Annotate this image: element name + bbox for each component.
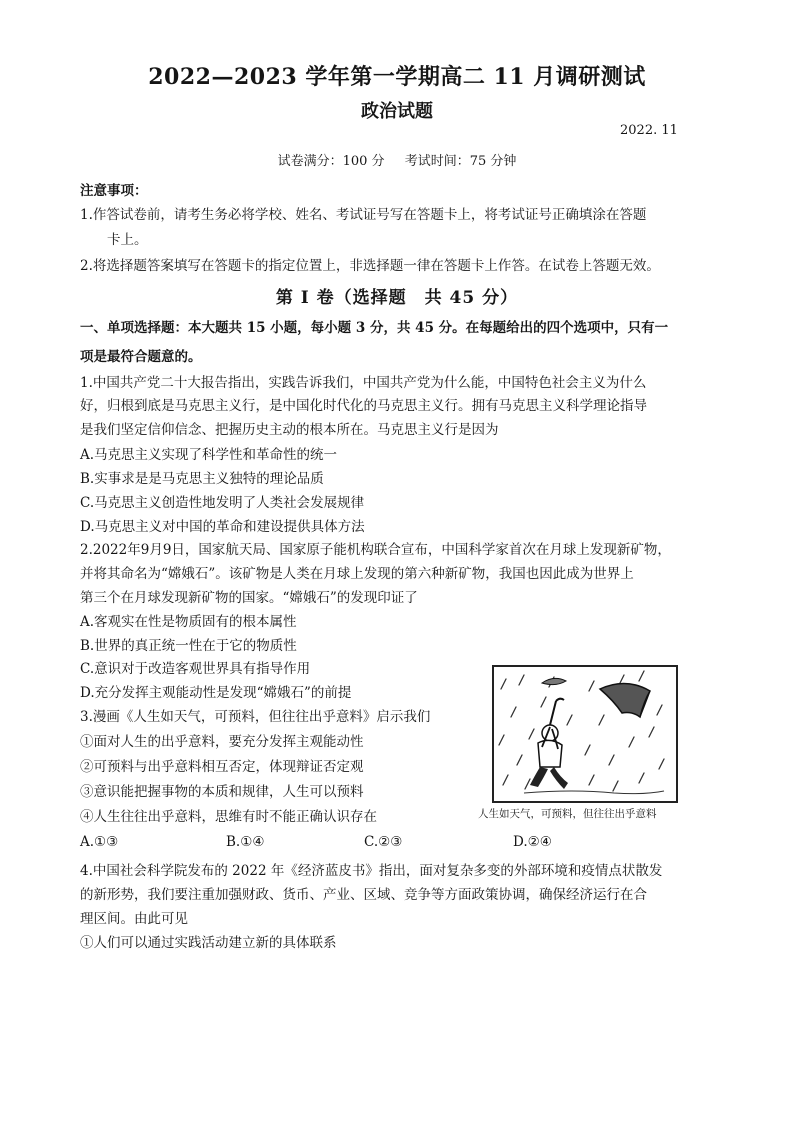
notice-item-1: 1.作答试卷前，请考生务必将学校、姓名、考试证号写在答题卡上，将考试证号正确填涂在答题 — [80, 207, 647, 223]
question-4-line-2: 的新形势，我们要注重加强财政、货币、产业、区域、竞争等方面政策协调，确保经济运行在合 — [80, 887, 647, 903]
exam-date: 2022. 11 — [620, 123, 678, 138]
question-1-option-a: A.马克思主义实现了科学性和革命性的统一 — [80, 447, 338, 463]
question-2-line-2: 并将其命名为“嫦娥石”。该矿物是人类在月球上发现的第六种新矿物，我国也因此成为世界上 — [80, 566, 634, 582]
question-1-line-1: 1.中国共产党二十大报告指出，实践告诉我们，中国共产党为什么能，中国特色社会主义为什么 — [80, 375, 647, 391]
question-4-line-1: 4.中国社会科学院发布的 2022 年《经济蓝皮书》指出，面对复杂多变的外部环境和疫情点状散发 — [80, 863, 663, 879]
question-3-option-d: D.②④ — [513, 834, 552, 850]
question-4-statement-1: ①人们可以通过实践活动建立新的具体联系 — [80, 935, 337, 951]
question-3-statement-1: ①面对人生的出乎意料，要充分发挥主观能动性 — [80, 734, 364, 750]
question-1-option-c: C.马克思主义创造性地发明了人类社会发展规律 — [80, 495, 365, 511]
question-1-option-d: D.马克思主义对中国的革命和建设提供具体方法 — [80, 519, 365, 535]
question-4-line-3: 理区间。由此可见 — [80, 911, 188, 927]
question-3-statement-2: ②可预料与出乎意料相互否定，体现辩证否定观 — [80, 759, 364, 775]
section-intro-cont: 项是最符合题意的。 — [80, 349, 202, 365]
question-2-option-a: A.客观实在性是物质固有的根本属性 — [80, 614, 297, 630]
question-3-option-b: B.①④ — [226, 834, 265, 850]
rain-umbrella-figure — [494, 667, 676, 801]
section-intro: 一、单项选择题：本大题共 15 小题，每小题 3 分，共 45 分。在每题给出的四个选项中，只有一 — [80, 320, 669, 336]
question-3-stem: 3.漫画《人生如天气，可预料，但往往出乎意料》启示我们 — [80, 709, 431, 725]
question-2-option-c: C.意识对于改造客观世界具有指导作用 — [80, 661, 311, 677]
notice-item-2: 2.将选择题答案填写在答题卡的指定位置上，非选择题一律在答题卡上作答。在试卷上答题无效。 — [80, 258, 660, 274]
section-title: 第 Ⅰ 卷（选择题 共 45 分） — [275, 288, 519, 308]
notice-item-1-cont: 卡上。 — [107, 232, 148, 248]
full-score: 试卷满分：100 分 — [277, 154, 385, 169]
question-3-option-a: A.①③ — [80, 834, 119, 850]
notice-heading: 注意事项： — [80, 183, 148, 199]
question-1-line-2: 好，归根到底是马克思主义行，是中国化时代化的马克思主义行。拥有马克思主义科学理论指导 — [80, 398, 647, 414]
question-1-option-b: B.实事求是是马克思主义独特的理论品质 — [80, 471, 324, 487]
comic-caption: 人生如天气，可预料，但往往出乎意料 — [478, 808, 657, 820]
exam-subject: 政治试题 — [361, 101, 433, 122]
question-2-line-1: 2.2022年9月9日，国家航天局、国家原子能机构联合宣布，中国科学家首次在月球上发现新矿物， — [80, 542, 671, 558]
question-2-line-3: 第三个在月球发现新矿物的国家。“嫦娥石”的发现印证了 — [80, 590, 418, 606]
question-1-line-3: 是我们坚定信仰信念、把握历史主动的根本所在。马克思主义行是因为 — [80, 422, 499, 438]
question-3-statement-3: ③意识能把握事物的本质和规律，人生可以预料 — [80, 784, 364, 800]
question-3-options — [80, 832, 640, 852]
question-2-option-b: B.世界的真正统一性在于它的物质性 — [80, 638, 297, 654]
comic-illustration — [492, 665, 678, 803]
exam-title: 2022—2023 学年第一学期高二 11 月调研测试 — [148, 64, 646, 90]
exam-time: 考试时间：75 分钟 — [404, 154, 517, 169]
question-3-statement-4: ④人生往往出乎意料，思维有时不能正确认识存在 — [80, 809, 377, 825]
exam-info — [0, 150, 794, 169]
question-2-option-d: D.充分发挥主观能动性是发现“嫦娥石”的前提 — [80, 685, 352, 701]
question-3-option-c: C.②③ — [364, 834, 403, 850]
